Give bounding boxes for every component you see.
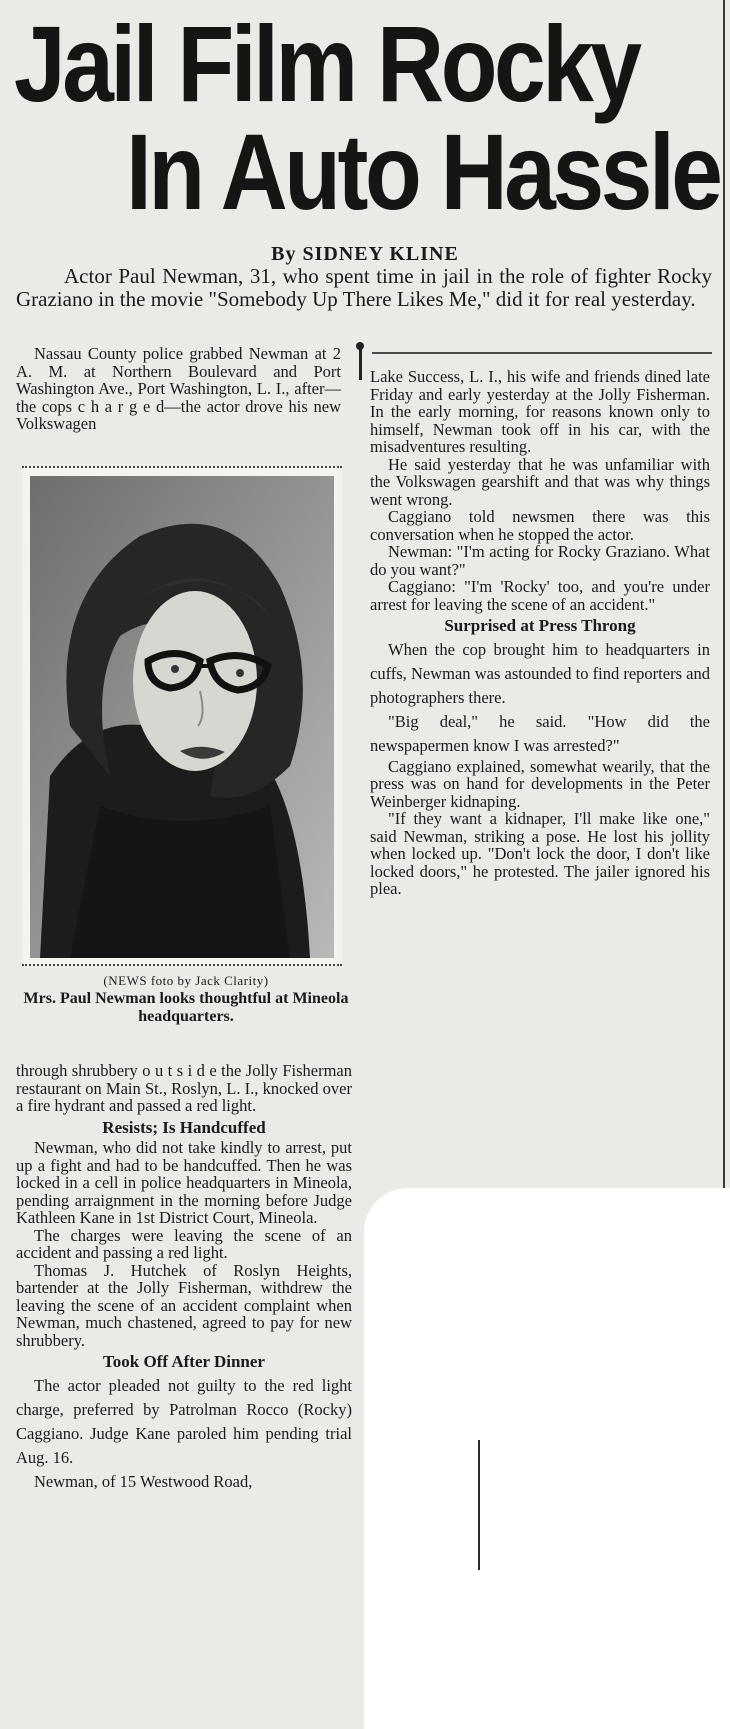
column-1-top [16,345,341,433]
headline-line-1: Jail Film Rocky [14,3,639,124]
headline-line-2: In Auto Hassle [126,111,720,232]
body-paragraph: "Big deal," he said. "How did the newspapermen know I was arrested?" [370,711,710,755]
byline: By SIDNEY KLINE [271,243,459,265]
subhead-took-off: Took Off After Dinner [103,1352,265,1371]
photo-caption [16,972,356,1026]
column-bullet-mark [359,345,362,380]
body-paragraph: Newman, who did not take kindly to arrest, put up a fight and had to be handcuffed. Then he was locked in a cell in police headquarters in Mineola, pending arraignment in the morning before Judge Kathleen Kane in 1st District Court, Mineola. [16,1138,352,1227]
photo [22,466,342,966]
photo-credit: (NEWS foto by Jack Clarity) [103,973,269,988]
body-paragraph: The actor pleaded not guilty to the red light charge, preferred by Patrolman Rocco (Rocky) Caggiano. Judge Kane paroled him pending trial Aug. 16. [16,1375,352,1467]
body-paragraph: Newman: "I'm acting for Rocky Graziano. What do you want?" [370,542,710,579]
body-paragraph: Newman, of 15 Westwood Road, [34,1471,253,1491]
subhead-resists: Resists; Is Handcuffed [102,1117,266,1137]
portrait-photo-image [30,476,334,958]
stray-mark [478,1440,480,1570]
lead-paragraph: Actor Paul Newman, 31, who spent time in jail in the role of fighter Rocky Graziano in the movie "Somebody Up There Likes Me," did it for real yesterday. [16,264,712,311]
column-2 [370,368,710,898]
body-paragraph: Lake Success, L. I., his wife and friends dined late Friday and early yesterday at the Jolly Fisherman. In the early morning, for reasons known only to himself, Newman took off in his car, with the misadventures resulting. [370,367,710,456]
body-paragraph: He said yesterday that he was unfamiliar with the Volkswagen gearshift and that was why things went wrong. [370,454,710,509]
subhead-press-throng: Surprised at Press Throng [444,616,636,635]
body-paragraph: "If they want a kidnaper, I'll make like one," said Newman, striking a pose. He lost his jollity when locked up. "Don't lock the door, I don't like locked doors," he protested. The jailer ignored his plea. [370,809,710,898]
body-paragraph: Caggiano explained, somewhat wearily, that the press was on hand for developments in the Peter Weinberger kidnaping. [370,756,710,811]
column-1-bottom [16,1062,352,1494]
body-paragraph: The charges were leaving the scene of an accident and passing a red light. [16,1225,352,1262]
body-paragraph: When the cop brought him to headquarters in cuffs, Newman was astounded to find reporters and photographers there. [370,639,710,707]
blank-cutout-area [364,1188,730,1729]
body-paragraph: Caggiano told newsmen there was this conversation when he stopped the actor. [370,507,710,544]
body-paragraph: Caggiano: "I'm 'Rocky' too, and you're under arrest for leaving the scene of an accident." [370,577,710,614]
caption-text: Mrs. Paul Newman looks thoughtful at Mineola headquarters. [23,990,349,1025]
body-paragraph: Nassau County police grabbed Newman at 2 A. M. at Northern Boulevard and Port Washington Ave., Port Washington, L. I., after—the cops c h a r g e d—the actor drove his new Volkswagen [16,344,341,433]
body-paragraph: Thomas J. Hutchek of Roslyn Heights, bartender at the Jolly Fisherman, withdrew the leaving the scene of an accident complaint when Newman, much chastened, agreed to pay for new shrubbery. [16,1260,352,1350]
column-top-rule [372,352,712,354]
body-paragraph: through shrubbery o u t s i d e the Jolly Fisherman restaurant on Main St., Roslyn, L. I., knocked over a fire hydrant and passed a red light. [16,1061,352,1115]
